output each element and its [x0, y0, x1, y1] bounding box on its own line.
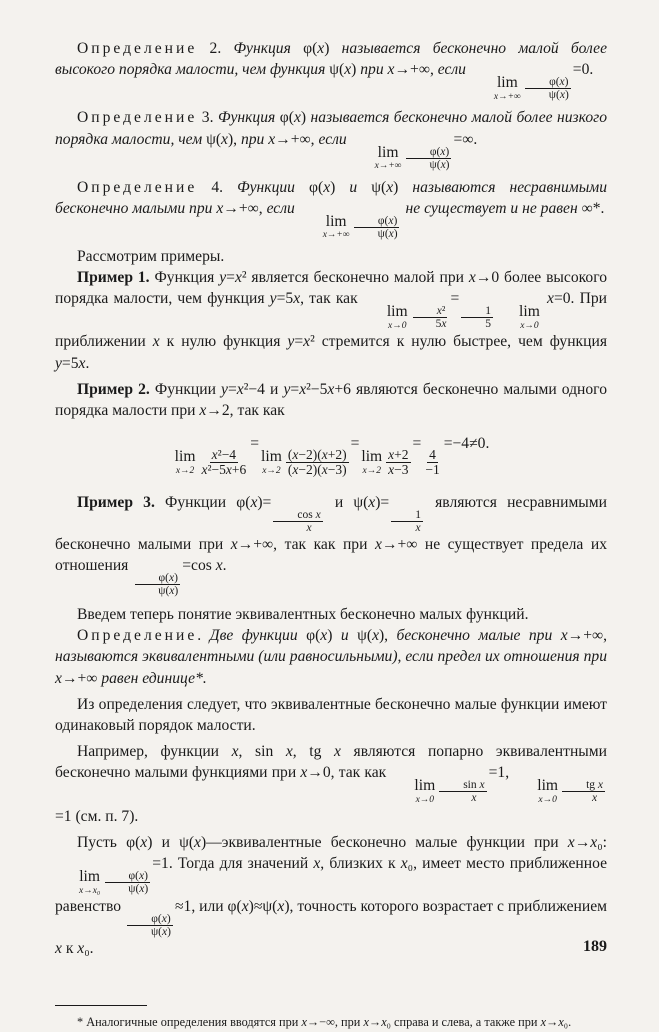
footnote-divider [55, 1005, 147, 1006]
equivalent-intro: Введем теперь понятие эквивалентных бесконечно малых функций. [77, 606, 529, 623]
definition-4: Определение 4. Функции φ(x) и ψ(x) называются несравнимыми бесконечно малыми при x→+∞, если lim x→+∞ $\frac{\varphi(x)}{\psi(x)}$ не существует и не равен ∞*. [55, 178, 608, 241]
example-3: Пример 3. Функции φ(x)= $\frac{\text{cos x}}{x}$ и ψ(x)= $\frac{1}{x}$ являются несравнимыми бесконечно малыми при x→+∞, так как при x→+∞ не существует предела их отношения $\frac{\varphi(x)}{\psi(x)}$ =cos x. [55, 493, 607, 597]
definition-3: Определение 3. Функция φ(x) называется бесконечно малой более низкого порядка малости, чем ψ(x), при x→+∞, если lim x→+∞ $\frac{\varphi(x)}{\psi(x)}$ =∞. [55, 109, 608, 172]
example-equivalent: Например, функции x, sin x, tg x являются попарно эквивалентными бесконечно малыми функциями при x→0, так как lim x→0 $\frac{\text{sin x}}{x}$ =1, lim x→0 $\frac{\text{tg x}}{x}$ =1 (см. п. 7). [55, 743, 607, 825]
example-2-formula: lim x→2 $\frac{\text{x²−4}}{\text{x²−5x+6}}$ = lim x→2 $\frac{(x-2)(x+2)}{(x-2)(x-3)}$ = lim x→2 $\frac{x+2}{x-3}$ = $\frac{4}{-1}$ =−4≠0. [174, 435, 490, 478]
consequence: Из определения следует, что эквивалентные бесконечно малые функции имеют одинаковый порядок малости. [55, 695, 607, 735]
example-2: Пример 2. Функции y=x²−4 и y=x²−5x+6 являются бесконечно малыми одного порядка малости при x→2, так как [55, 380, 607, 419]
definition-2: Определение 2. Функция φ(x) называется бесконечно малой более высокого порядка малости, чем функция ψ(x) при x→+∞, если lim x→+∞ $\frac{\varphi(x)}{\psi(x)}$ =0. [55, 40, 608, 102]
page-number: 189 [583, 938, 607, 955]
footnote: * Аналогичные определения вводятся при x→−∞, при x→x₀ справа и слева, а также при x→x₀. [77, 1015, 572, 1030]
approximation-paragraph: Пусть φ(x) и ψ(x)—эквивалентные бесконечно малые функции при x→x₀: lim x→x₀ $\frac{\varphi(x)}{\psi(x)}$ =1. Тогда для значений x, близких к x₀, имеет место приближенное равенство $\frac{\varphi(x)}{\psi(x)}$ ≈1, или φ(x)≈ψ(x), точность которого возрастает с приближением x к x₀. [55, 833, 607, 958]
example-1: Пример 1. Функция y=x² является бесконечно малой при x→0 более высокого порядка малости, чем функция y=5x, так как lim x→0 $\frac{\text{x²}}{5x}$ = $\frac{1}{5}$ lim x→0 x=0. При приближении x к нулю функция y=x² стремится к нулю быстрее, чем функция y=5x. [55, 269, 608, 372]
consider-examples: Рассмотрим примеры. [77, 247, 225, 265]
definition-equivalent: Определение. Две функции φ(x) и ψ(x), бесконечно малые при x→+∞, называются эквивалентными (или равносильными), если предел их отношения при x→+∞ равен единице*. [55, 627, 608, 687]
